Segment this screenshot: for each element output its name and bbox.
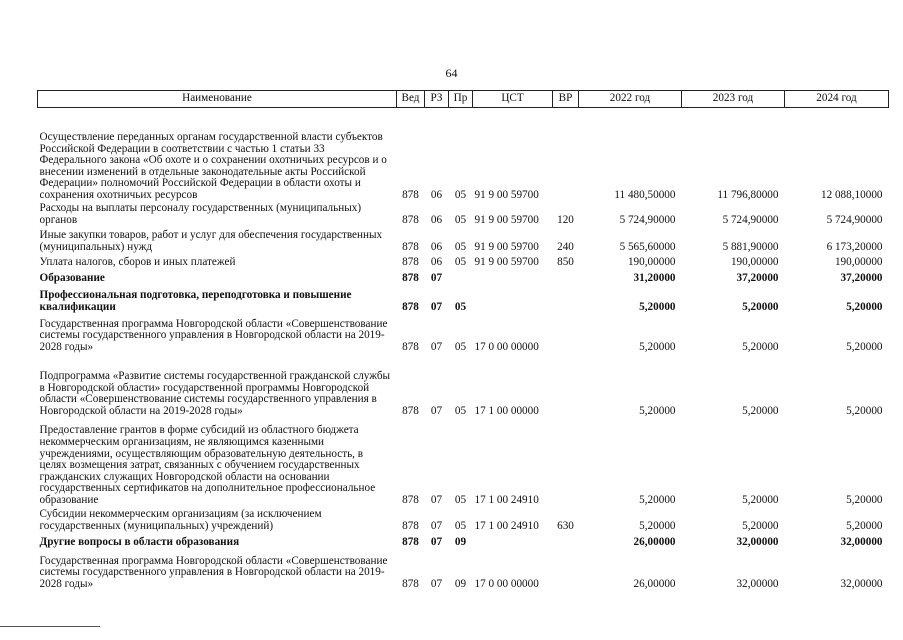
row-rz: 06: [430, 240, 443, 253]
row-pr: 05: [454, 255, 467, 268]
row-cst: [473, 285, 553, 314]
row-2024: 37,20000: [840, 271, 883, 284]
row-2023: 11 796,80000: [717, 188, 779, 201]
row-pr: 05: [454, 188, 467, 201]
row-rz: 07: [430, 404, 443, 417]
row-name: Иные закупки товаров, работ и услуг для обеспечения государственных (муниципальных) нужд: [39, 229, 383, 253]
row-rz: 07: [430, 271, 443, 284]
row-2024: 32,00000: [840, 535, 883, 548]
row-cst: 91 9 00 59700: [474, 188, 539, 201]
row-2023: 5,20000: [742, 493, 779, 506]
header-ved: Вед: [397, 91, 425, 108]
row-vr: 240: [557, 240, 574, 253]
row-vr: 850: [557, 255, 574, 268]
row-2023: 5,20000: [742, 340, 779, 353]
row-ved: 878: [402, 535, 419, 548]
row-2024: 6 173,20000: [826, 240, 883, 253]
row-name: Государственная программа Новгородской области «Совершенствование системы государственного управления в Новгородской области на 2019-2028 годы»: [39, 554, 388, 590]
budget-table: [37, 90, 889, 591]
row-vr: [553, 269, 579, 285]
row-2022: 5,20000: [639, 340, 676, 353]
row-name: Уплата налогов, сборов и иных платежей: [39, 255, 236, 268]
row-name: Предоставление грантов в форме субсидий из областного бюджета некоммерческим организациям, не являющимся казенными учреждениями, осуществляющим образовательную деятельность, в целях возмещения затрат, связанных с обучением государственных гражданских служащих Новгородской области на основании государственных сертификатов на дополнительное профессиональное образование: [39, 424, 376, 506]
header-pr: Пр: [449, 91, 473, 108]
row-2024: 5 724,90000: [826, 213, 883, 226]
row-2023: 32,00000: [736, 577, 779, 590]
row-vr: 120: [557, 213, 574, 226]
header-cst: ЦСТ: [473, 91, 553, 108]
row-ved: 878: [402, 519, 419, 532]
table-row: [38, 227, 889, 254]
row-2022: 5,20000: [639, 300, 676, 313]
header-2024: 2024 год: [785, 91, 889, 108]
table-row: [38, 108, 889, 202]
row-rz: 07: [430, 535, 443, 548]
row-pr: 05: [454, 213, 467, 226]
row-pr: 05: [454, 519, 467, 532]
row-cst: 17 0 00 00000: [474, 577, 539, 590]
row-2023: 190,00000: [730, 255, 779, 268]
row-ved: 878: [402, 213, 419, 226]
row-2022: 190,00000: [627, 255, 676, 268]
row-rz: 06: [430, 255, 443, 268]
row-2023: 5,20000: [742, 300, 779, 313]
row-vr: [553, 354, 579, 418]
row-rz: 06: [430, 213, 443, 226]
row-ved: 878: [402, 255, 419, 268]
row-rz: 07: [430, 300, 443, 313]
row-pr: 05: [454, 340, 467, 353]
row-pr: 09: [454, 535, 467, 548]
row-vr: 630: [557, 519, 574, 532]
row-rz: 07: [430, 577, 443, 590]
header-name: Наименование: [38, 91, 397, 108]
row-rz: 07: [430, 493, 443, 506]
row-vr: [553, 549, 579, 591]
row-2024: 32,00000: [840, 577, 883, 590]
row-vr: [553, 418, 579, 507]
row-name: Профессиональная подготовка, переподготовка и повышение квалификации: [39, 289, 352, 313]
row-pr: 09: [454, 577, 467, 590]
row-name: Подпрограмма «Развитие системы государственной гражданской службы в Новгородской области» государственной программы Новгородской области «Совершенствование системы государственного управления в Новгородской области на 2019-2028 годы»: [39, 370, 391, 417]
row-ved: 878: [402, 300, 419, 313]
row-name: Субсидии некоммерческим организациям (за исключением государственных (муниципальных) учреждений): [39, 508, 322, 532]
table-row: [38, 533, 889, 549]
row-2022: 31,20000: [633, 271, 676, 284]
row-2023: 37,20000: [736, 271, 779, 284]
row-ved: 878: [402, 577, 419, 590]
row-pr: [449, 269, 473, 285]
row-2023: 5,20000: [742, 404, 779, 417]
row-name: Расходы на выплаты персоналу государственных (муниципальных) органов: [39, 202, 362, 226]
row-ved: 878: [402, 188, 419, 201]
row-cst: 91 9 00 59700: [474, 213, 539, 226]
row-cst: 17 1 00 24910: [474, 519, 539, 532]
row-2022: 5 565,60000: [619, 240, 676, 253]
row-pr: 05: [454, 300, 467, 313]
row-cst: [473, 533, 553, 549]
row-2023: 32,00000: [736, 535, 779, 548]
header-2023: 2023 год: [682, 91, 785, 108]
row-2024: 5,20000: [846, 300, 883, 313]
row-2024: 5,20000: [846, 493, 883, 506]
row-cst: 17 1 00 00000: [474, 404, 539, 417]
row-cst: 91 9 00 59700: [474, 240, 539, 253]
table-row: [38, 285, 889, 314]
row-2022: 5,20000: [639, 519, 676, 532]
row-rz: 06: [430, 188, 443, 201]
row-ved: 878: [402, 404, 419, 417]
row-2022: 5,20000: [639, 493, 676, 506]
table-row: [38, 549, 889, 591]
row-ved: 878: [402, 493, 419, 506]
row-vr: [553, 533, 579, 549]
row-2024: 190,00000: [834, 255, 883, 268]
row-vr: [553, 108, 579, 202]
row-2024: 5,20000: [846, 404, 883, 417]
row-2022: 5,20000: [639, 404, 676, 417]
page-number: 64: [445, 66, 458, 80]
header-vr: ВР: [553, 91, 579, 108]
row-rz: 07: [430, 519, 443, 532]
row-2024: 5,20000: [846, 519, 883, 532]
row-pr: 05: [454, 404, 467, 417]
header-rz: РЗ: [425, 91, 449, 108]
row-2022: 5 724,90000: [619, 213, 676, 226]
row-ved: 878: [402, 271, 419, 284]
table-row: [38, 269, 889, 285]
table-header-row: [38, 91, 889, 108]
table-row: [38, 202, 889, 227]
table-row: [38, 254, 889, 269]
row-pr: 05: [454, 240, 467, 253]
row-cst: 91 9 00 59700: [474, 255, 539, 268]
row-name: Образование: [39, 271, 105, 284]
table-row: [38, 354, 889, 418]
row-2024: 5,20000: [846, 340, 883, 353]
row-2023: 5 881,90000: [722, 240, 779, 253]
row-vr: [553, 285, 579, 314]
footer-rule: [0, 626, 100, 627]
row-name: Государственная программа Новгородской области «Совершенствование системы государственного управления в Новгородской области на 2019-2028 годы»: [39, 317, 388, 353]
row-2023: 5,20000: [742, 519, 779, 532]
row-vr: [553, 314, 579, 354]
table-row: [38, 507, 889, 533]
row-2023: 5 724,90000: [722, 213, 779, 226]
row-cst: 17 0 00 00000: [474, 340, 539, 353]
row-rz: 07: [430, 340, 443, 353]
row-2024: 12 088,10000: [820, 188, 883, 201]
row-2022: 11 480,50000: [614, 188, 676, 201]
row-name: Осуществление переданных органам государственной власти субъектов Российской Федерации в соответствии с частью 1 статьи 33 Федерального закона «Об охоте и о сохранении охотничьих ресурсов и о внесении изменений в отдельные законодательные акты Российской Федерации» полномочий Российской Федерации в области охоты и сохранения охотничьих ресурсов: [39, 130, 387, 201]
header-2022: 2022 год: [579, 91, 682, 108]
row-2022: 26,00000: [633, 577, 676, 590]
row-cst: [473, 269, 553, 285]
table-row: [38, 314, 889, 354]
row-name: Другие вопросы в области образования: [39, 535, 240, 548]
row-2022: 26,00000: [633, 535, 676, 548]
row-cst: 17 1 00 24910: [474, 493, 539, 506]
row-ved: 878: [402, 340, 419, 353]
table-row: [38, 418, 889, 507]
row-pr: 05: [454, 493, 467, 506]
row-ved: 878: [402, 240, 419, 253]
